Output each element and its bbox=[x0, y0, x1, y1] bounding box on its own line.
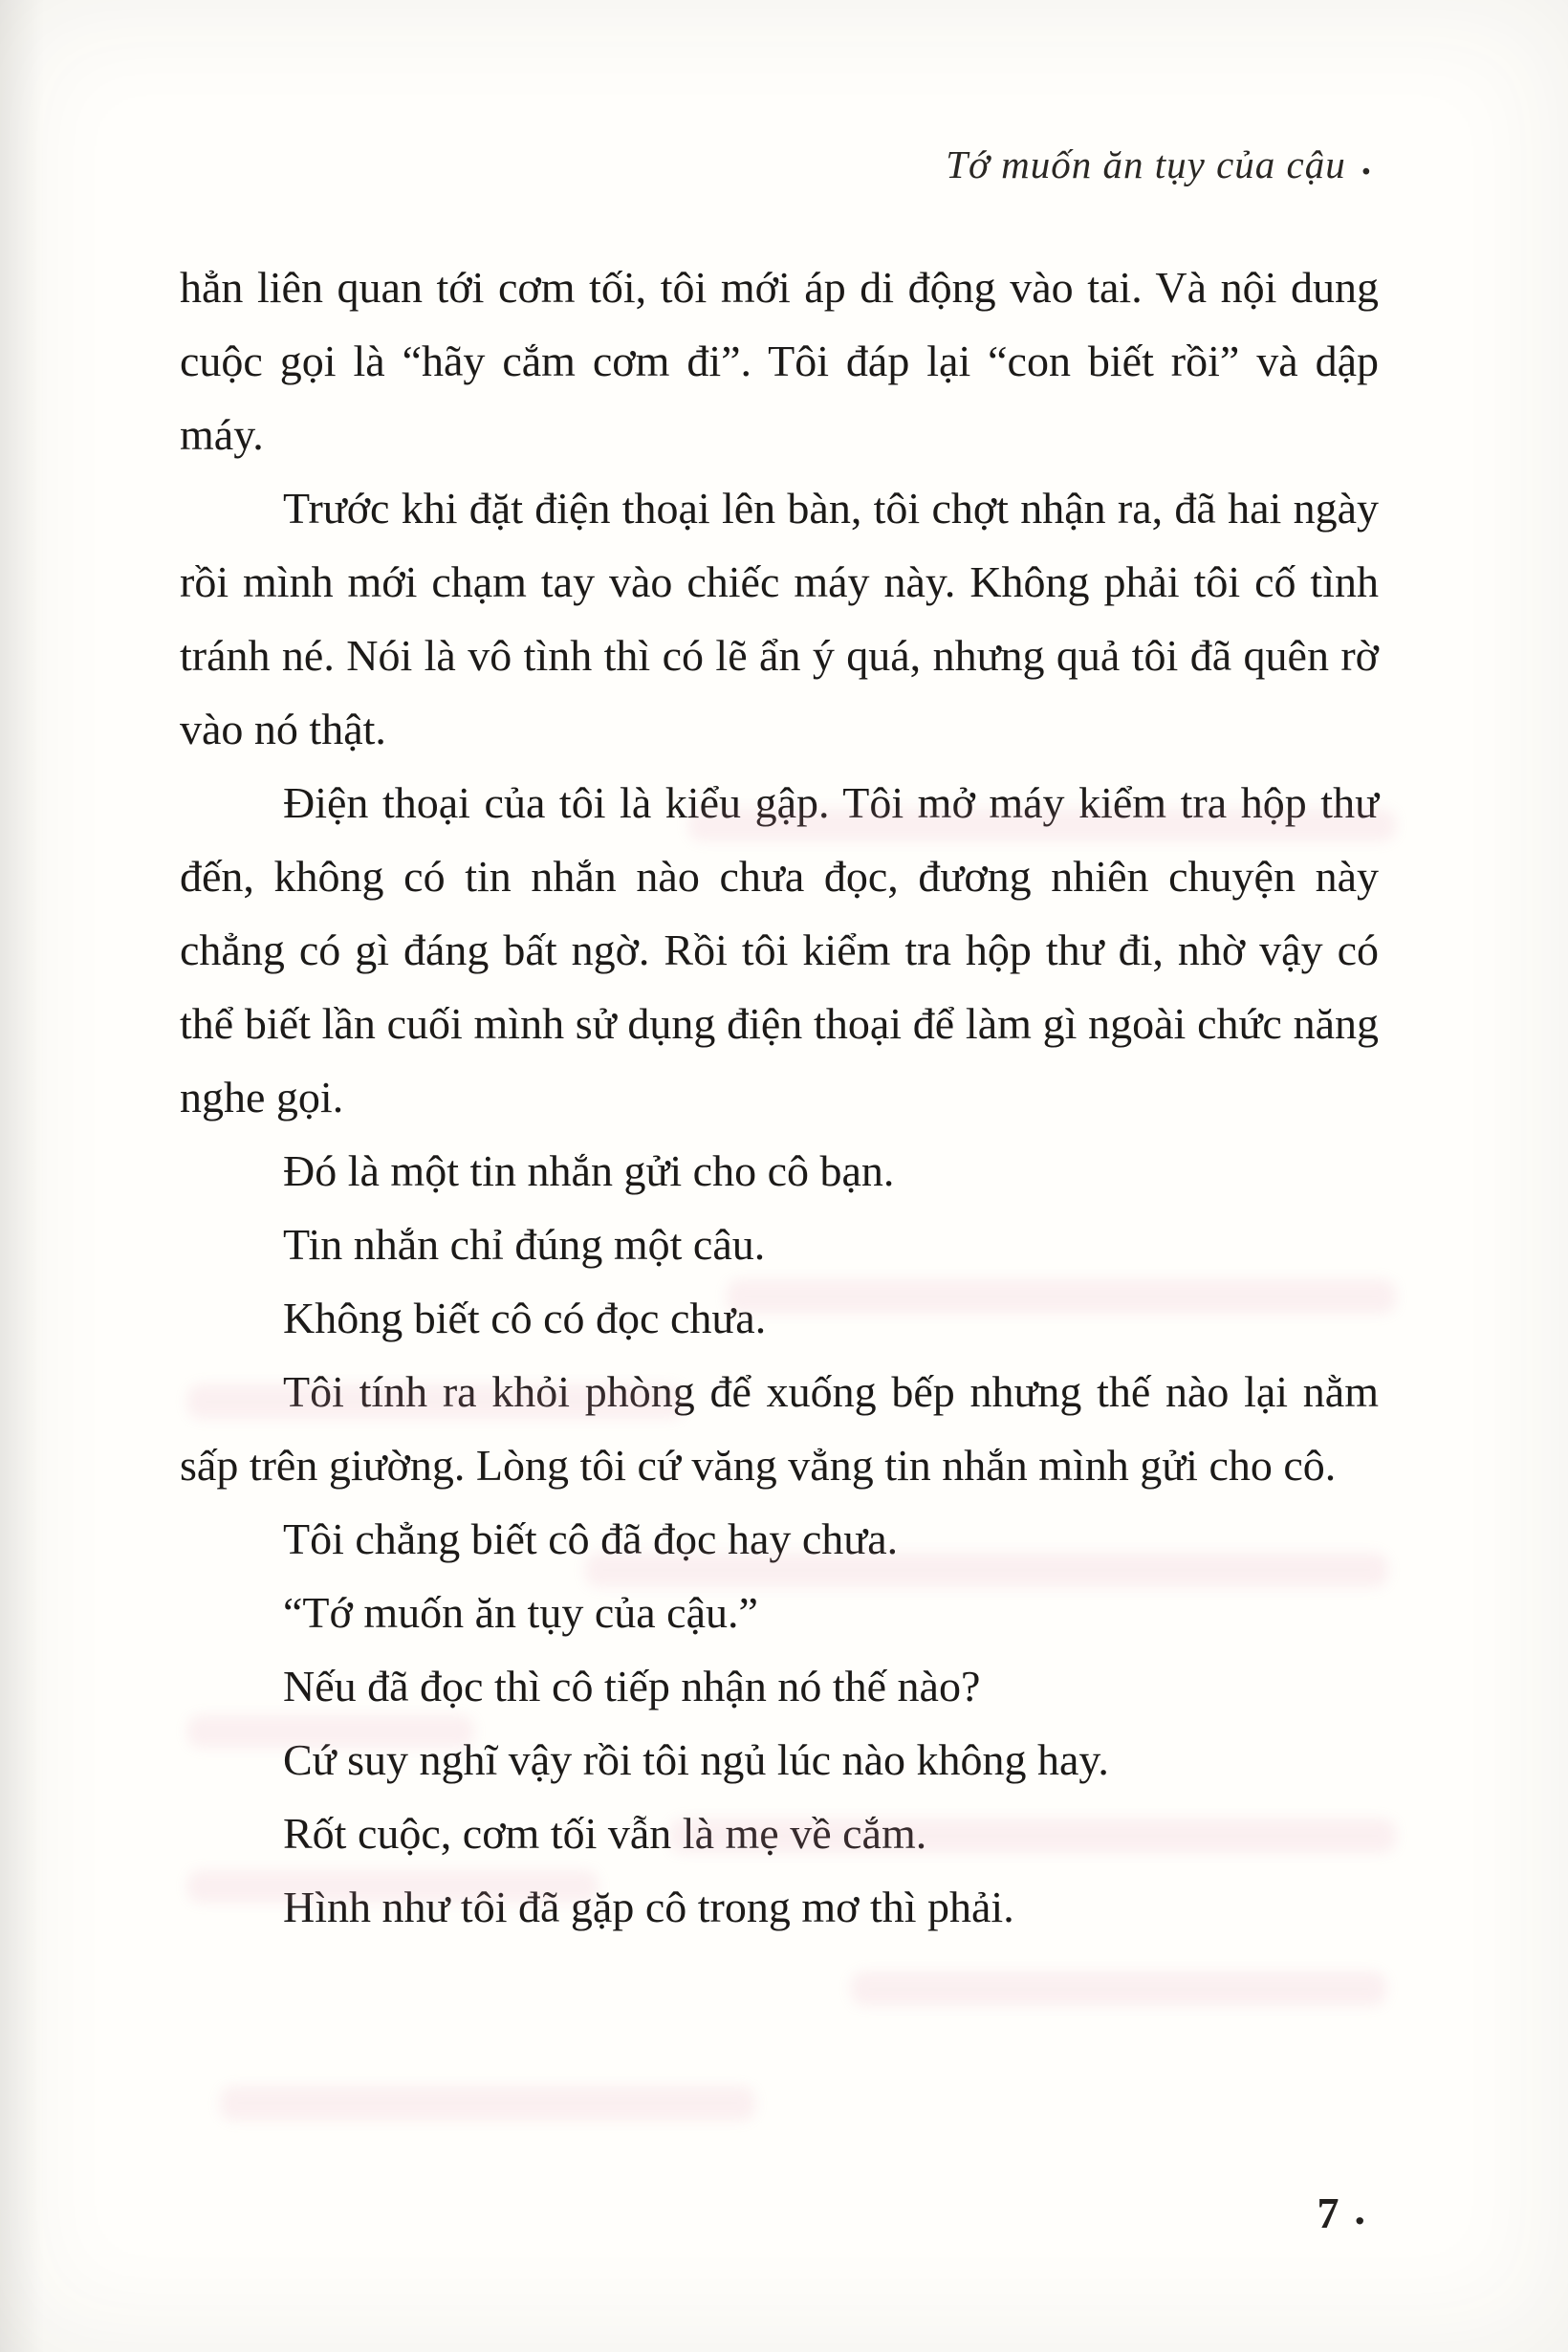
bleed-through-artifact bbox=[851, 1971, 1386, 2006]
paragraph: Đó là một tin nhắn gửi cho cô bạn. bbox=[283, 1146, 895, 1195]
paragraph: Trước khi đặt điện thoại lên bàn, tôi chợt nhận ra, đã hai ngày rồi mình mới chạm tay vào chiếc máy này. Không phải tôi cố tình tránh né. Nói là vô tình thì có lẽ ẩn ý quá, nhưng quả tôi đã quên rờ vào nó thật. bbox=[180, 484, 1379, 753]
paragraph: Tin nhắn chỉ đúng một câu. bbox=[283, 1220, 766, 1269]
page-body bbox=[180, 250, 1379, 1944]
paragraph: Cứ suy nghĩ vậy rồi tôi ngủ lúc nào không hay. bbox=[283, 1735, 1109, 1784]
paragraph: Rốt cuộc, cơm tối vẫn là mẹ về cắm. bbox=[283, 1809, 927, 1858]
paragraph: Nếu đã đọc thì cô tiếp nhận nó thế nào? bbox=[283, 1662, 981, 1710]
paragraph: Điện thoại của tôi là kiểu gập. Tôi mở máy kiểm tra hộp thư đến, không có tin nhắn nào chưa đọc, đương nhiên chuyện này chẳng có gì đáng bất ngờ. Rồi tôi kiểm tra hộp thư đi, nhờ vậy có thể biết lần cuối mình sử dụng điện thoại để làm gì ngoài chức năng nghe gọi. bbox=[180, 778, 1379, 1122]
paragraph: Tôi chẳng biết cô đã đọc hay chưa. bbox=[283, 1514, 899, 1563]
paragraph: hẳn liên quan tới cơm tối, tôi mới áp di động vào tai. Và nội dung cuộc gọi là “hãy cắm cơm đi”. Tôi đáp lại “con biết rồi” và dập máy. bbox=[180, 263, 1379, 459]
running-header bbox=[0, 139, 1372, 187]
paragraph: “Tớ muốn ăn tụy của cậu.” bbox=[283, 1588, 758, 1637]
page-number: 7 bbox=[1317, 2189, 1339, 2237]
paragraph: Tôi tính ra khỏi phòng để xuống bếp nhưng thế nào lại nằm sấp trên giường. Lòng tôi cứ văng vẳng tin nhắn mình gửi cho cô. bbox=[180, 1367, 1379, 1490]
scan-gutter-shade bbox=[0, 0, 44, 2352]
header-dot: . bbox=[1361, 139, 1372, 183]
paragraph: Hình như tôi đã gặp cô trong mơ thì phải. bbox=[283, 1883, 1014, 1931]
running-header-title: Tớ muốn ăn tụy của cậu bbox=[946, 142, 1346, 186]
bleed-through-artifact bbox=[220, 2086, 755, 2121]
page-number-dot: . bbox=[1354, 2185, 1365, 2233]
paragraph: Không biết cô có đọc chưa. bbox=[283, 1294, 767, 1342]
page-footer bbox=[1317, 2185, 1366, 2238]
